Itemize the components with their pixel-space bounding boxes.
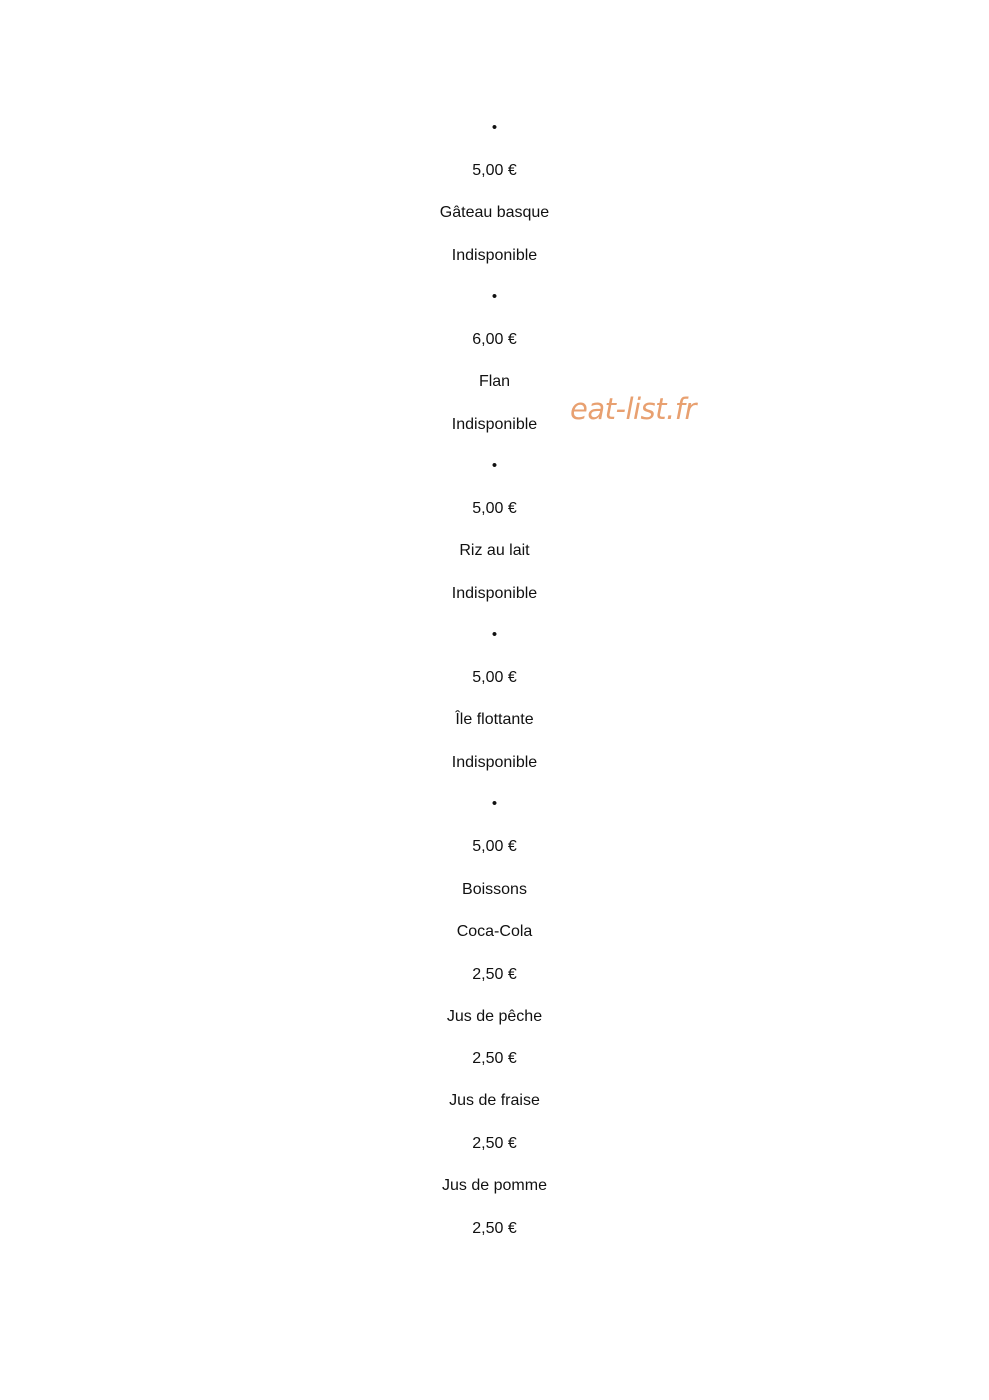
dish-name: Riz au lait [459,542,530,559]
dish-name: Île flottante [455,711,534,728]
watermark-logo: eat-list.fr [570,392,696,426]
price-text: 2,50 € [472,1135,517,1152]
drink-name: Jus de fraise [449,1092,540,1109]
bullet-marker: • [491,626,498,643]
bullet-marker: • [491,795,498,812]
bullet-marker: • [491,288,498,305]
price-text: 5,00 € [472,838,517,855]
price-text: 2,50 € [472,1220,517,1237]
dish-name: Flan [478,373,511,390]
drink-name: Coca-Cola [456,923,533,940]
price-text: 6,00 € [472,331,517,348]
availability-status: Indisponible [451,247,538,264]
price-text: 2,50 € [472,966,517,983]
section-heading: Boissons [462,881,527,898]
price-text: 5,00 € [472,162,517,179]
price-text: 5,00 € [472,669,517,686]
bullet-marker: • [491,119,498,136]
dish-name: Gâteau basque [439,204,550,221]
price-text: 5,00 € [472,500,517,517]
availability-status: Indisponible [451,416,538,433]
price-text: 2,50 € [472,1050,517,1067]
bullet-marker: • [491,457,498,474]
drink-name: Jus de pêche [446,1008,543,1025]
drink-name: Jus de pomme [442,1177,547,1194]
availability-status: Indisponible [451,585,538,602]
availability-status: Indisponible [451,754,538,771]
